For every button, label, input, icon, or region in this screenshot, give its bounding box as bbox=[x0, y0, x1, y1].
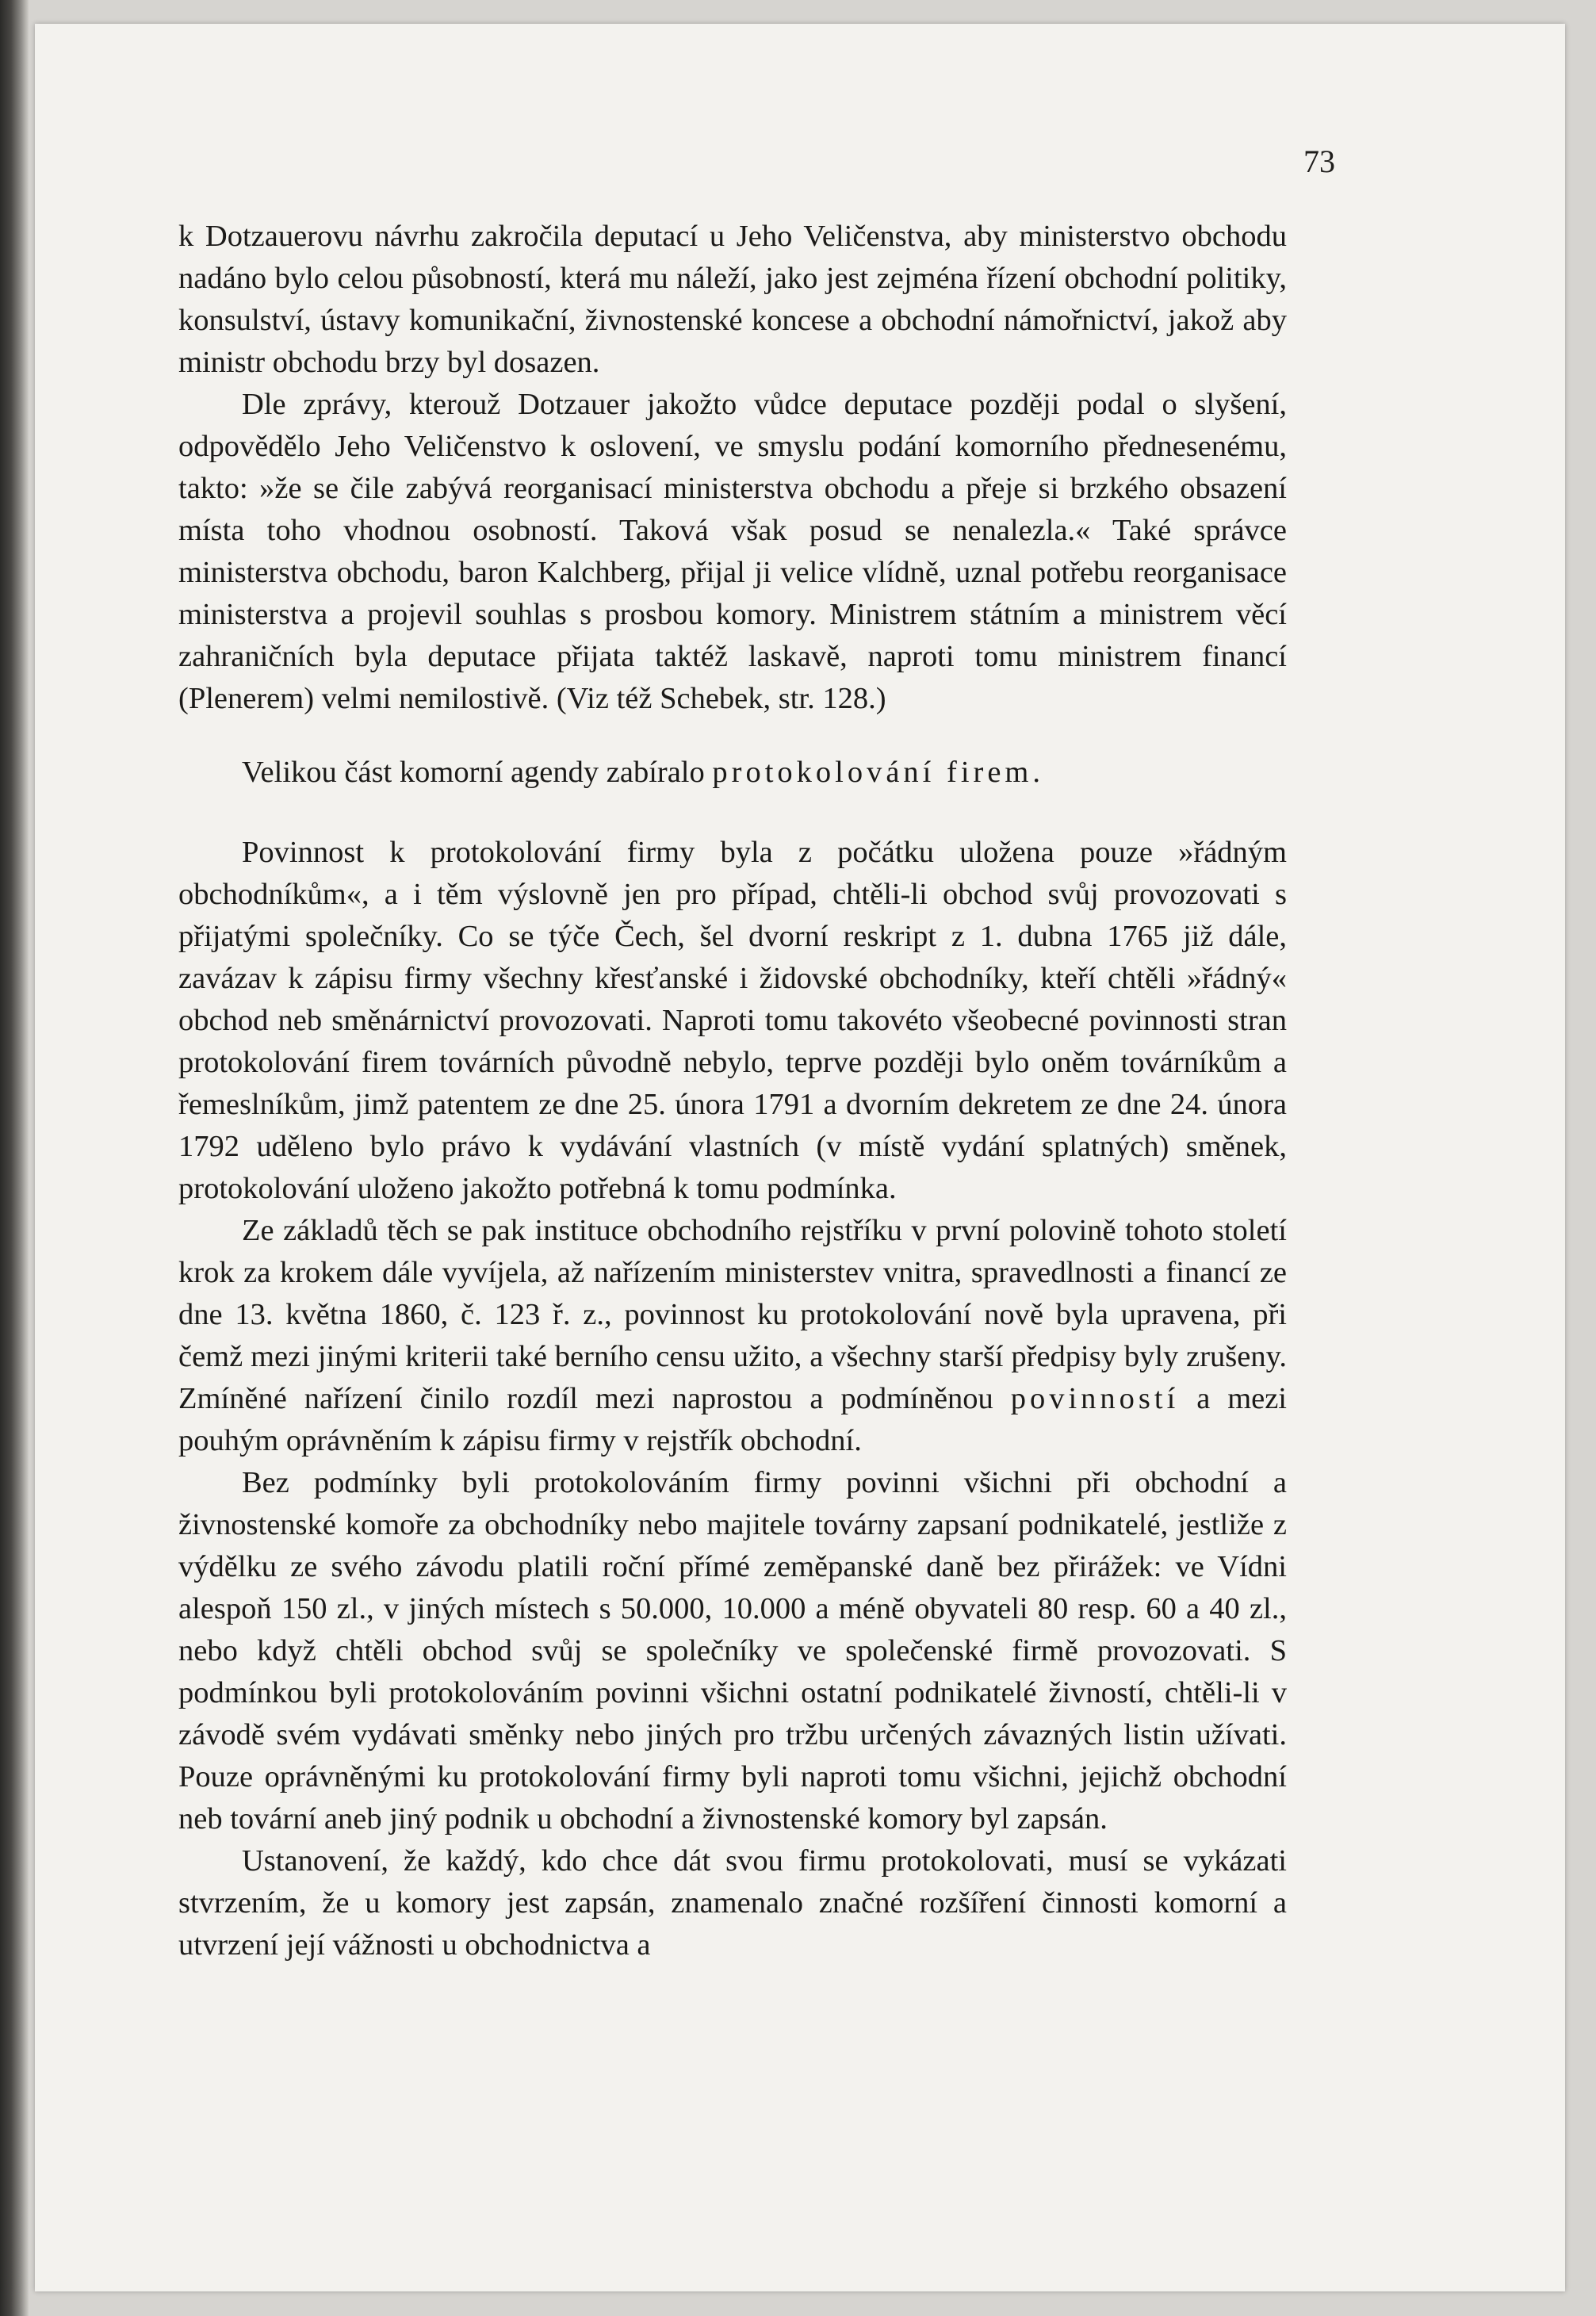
page-number: 73 bbox=[1303, 144, 1335, 179]
paragraph-unconditional-duty: Bez podmínky byli protokolováním firmy povinni všichni při obchodní a živnostenské komoře za obchodníky nebo majitele továrny zapsaní podnikatelé, jestliže z výdělku ze svého závodu platili roční přímé zeměpanské daně bez přirážek: ve Vídni alespoň 150 zl., v jiných místech s 50.000, 10.000 a méně obyvateli 80 resp. 60 a 40 zl., nebo když chtěli obchod svůj se společníky ve společenské firmě provozovati. S podmínkou byli protokolováním povinni všichni ostatní podnikatelé živností, chtěli-li v závodě svém vydávati směnky nebo jiných pro tržbu určených závazných listin užívati. Pouze oprávněnými ku protokolování firmy byli naproti tomu všichni, jejichž obchodní neb tovární aneb jiný podnik u obchodní a živnostenské komory byl zapsán. bbox=[178, 1466, 1287, 1836]
emphasized-term-duty: povinností bbox=[1010, 1382, 1180, 1415]
paragraph-deputation-request: k Dotzauerovu návrhu zakročila deputací u Jeho Veličenstva, aby ministerstvo obchodu nadáno bylo celou působností, která mu náleží, jako jest zejména řízení obchodní politiky, konsulství, ústavy komunikační, živnostenské koncese a obchodní námořnictví, jakož aby ministr obchodu brzy byl dosazen. bbox=[178, 220, 1287, 379]
paragraph-1860-ordinance bbox=[178, 1210, 1287, 1462]
emphasized-term: protokolování firem. bbox=[712, 756, 1044, 789]
page-body-text bbox=[178, 216, 1287, 1966]
paragraph-registration-duty-history: Povinnost k protokolování firmy byla z počátku uložena pouze »řádným obchodníkům«, a i těm výslovně jen pro případ, chtěli-li obchod svůj provozovati s přijatými společníky. Co se týče Čech, šel dvorní reskript z 1. dubna 1765 již dále, zavázav k zápisu firmy všechny křesťanské i židovské obchodníky, kteří chtěli »řádný« obchod neb směnárnictví provozovati. Naproti tomu takovéto všeobecné povinnosti stran protokolování firem továrních původně nebylo, teprve později bylo oněm továrníkům a řemeslníkům, jimž patentem ze dne 25. února 1791 a dvorním dekretem ze dne 24. února 1792 uděleno bylo právo k vydávání vlastních (v místě vydání splatných) směnek, protokolování uloženo jakožto potřebná k tomu podmínka. bbox=[178, 836, 1287, 1205]
paragraph-chamber-registration: Ustanovení, že každý, kdo chce dát svou firmu protokolovati, musí se vykázati stvrzením, že u komory jest zapsán, znamenalo značné rozšíření činnosti komorní a utvrzení její vážnosti u obchodnictva a bbox=[178, 1844, 1287, 1962]
ordinance-text-after: a mezi pouhým oprávněním k zápisu firmy v rejstřík obchodní. bbox=[178, 1382, 1288, 1457]
book-spine-edge bbox=[0, 0, 29, 2316]
intro-text: Velikou část komorní agendy zabíralo bbox=[242, 756, 705, 789]
paragraph-firm-registration-intro bbox=[178, 752, 1287, 794]
paragraph-audience-report: Dle zprávy, kterouž Dotzauer jakožto vůdce deputace později podal o slyšení, odpovědělo Jeho Veličenstvo k oslovení, ve smyslu podání komorního přednesenému, takto: »že se čile zabývá reorganisací ministerstva obchodu a přeje si brzkého obsazení místa toho vhodnou osobností. Taková však posud se nenalezla.« Také správce ministerstva obchodu, baron Kalchberg, přijal ji velice vlídně, uznal potřebu reorganisace ministerstva a projevil souhlas s prosbou komory. Ministrem státním a ministrem věcí zahraničních byla deputace přijata taktéž laskavě, naproti tomu ministrem financí (Plenerem) velmi nemilostivě. (Viz též Schebek, str. 128.) bbox=[178, 388, 1287, 715]
ordinance-text-before: Ze základů těch se pak instituce obchodního rejstříku v první polovině tohoto století krok za krokem dále vyvíjela, až nařízením ministerstev vnitra, spravedlnosti a financí ze dne 13. května 1860, č. 123 ř. z., povinnost ku protokolování nově byla upravena, při čemž mezi jinými kriterii také berního censu užito, a všechny starší předpisy byly zrušeny. Zmíněné nařízení činilo rozdíl mezi naprostou a podmíněnou bbox=[178, 1214, 1287, 1415]
